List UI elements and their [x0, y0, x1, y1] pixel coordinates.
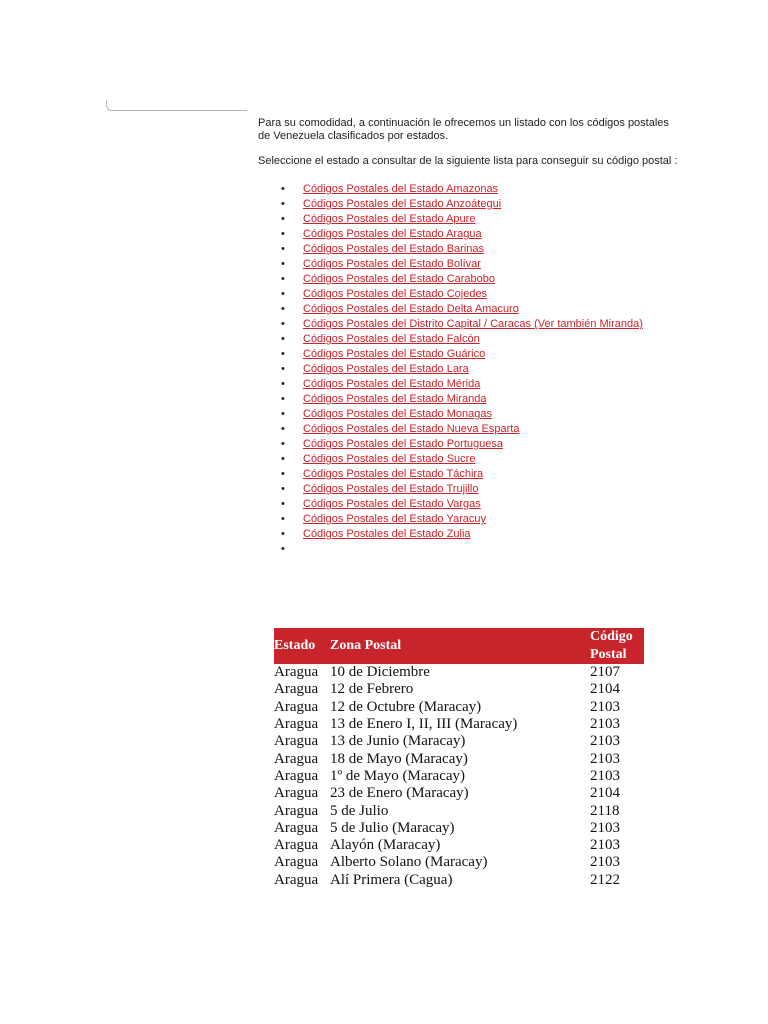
- list-item: [258, 482, 678, 497]
- cell-codigo-postal: 2103: [590, 750, 620, 767]
- cell-zona-postal: 12 de Febrero: [330, 681, 414, 698]
- list-item: [258, 407, 678, 422]
- header-zona-postal: Zona Postal: [330, 628, 590, 664]
- cell-codigo-postal: 2103: [590, 819, 620, 836]
- cell-zona-postal: 12 de Octubre (Maracay): [330, 698, 482, 715]
- table-row: [274, 699, 644, 716]
- table-row: [274, 664, 644, 681]
- cell-zona-postal: 13 de Enero I, II, III (Maracay): [330, 716, 518, 733]
- state-link[interactable]: Códigos Postales del Estado Sucre: [303, 453, 476, 465]
- bullet-icon: •: [281, 498, 285, 510]
- cell-codigo-postal: 2103: [590, 733, 620, 750]
- cell-zona-postal: 13 de Junio (Maracay): [330, 733, 466, 750]
- cell-estado: Aragua: [274, 871, 319, 888]
- bullet-icon: •: [281, 453, 285, 465]
- cell-zona-postal: Alí Primera (Cagua): [330, 871, 453, 888]
- cell-zona-postal: 10 de Diciembre: [330, 664, 430, 681]
- state-links-list: [258, 182, 678, 557]
- bullet-icon: •: [281, 213, 285, 225]
- list-item: [258, 242, 678, 257]
- bullet-icon: •: [281, 408, 285, 420]
- bullet-icon: •: [281, 543, 285, 555]
- cell-codigo-postal: 2104: [590, 785, 620, 802]
- list-item: [258, 452, 678, 467]
- table-body: [274, 664, 644, 889]
- state-link[interactable]: Códigos Postales del Estado Falcón: [303, 333, 480, 345]
- state-link[interactable]: Códigos Postales del Estado Amazonas: [303, 183, 499, 195]
- cell-codigo-postal: 2103: [590, 716, 620, 733]
- list-item: [258, 377, 678, 392]
- bullet-icon: •: [281, 438, 285, 450]
- table-row: [274, 681, 644, 698]
- cell-codigo-postal: 2103: [590, 767, 620, 784]
- cell-codigo-postal: 2104: [590, 681, 620, 698]
- list-item: [258, 347, 678, 362]
- bullet-icon: •: [281, 243, 285, 255]
- bullet-icon: •: [281, 378, 285, 390]
- bullet-icon: •: [281, 183, 285, 195]
- list-item: [258, 272, 678, 287]
- state-link[interactable]: Códigos Postales del Distrito Capital / Caracas (Ver también Miranda): [303, 318, 643, 330]
- list-item: [258, 227, 678, 242]
- main-content: [258, 117, 678, 557]
- state-link[interactable]: Códigos Postales del Estado Cojedes: [303, 288, 488, 300]
- list-item: [258, 512, 678, 527]
- list-item: [258, 542, 678, 557]
- state-link[interactable]: Códigos Postales del Estado Anzoátegui: [303, 198, 502, 210]
- state-link[interactable]: Códigos Postales del Estado Mérida: [303, 378, 481, 390]
- state-link[interactable]: Códigos Postales del Estado Zulia: [303, 528, 471, 540]
- cell-estado: Aragua: [274, 854, 319, 871]
- state-link[interactable]: Códigos Postales del Estado Lara: [303, 363, 469, 375]
- bullet-icon: •: [281, 513, 285, 525]
- table-row: [274, 716, 644, 733]
- cell-codigo-postal: 2103: [590, 698, 620, 715]
- table-row: [274, 802, 644, 819]
- list-item: [258, 437, 678, 452]
- bullet-icon: •: [281, 528, 285, 540]
- cell-estado: Aragua: [274, 802, 319, 819]
- cell-estado: Aragua: [274, 664, 319, 681]
- state-link[interactable]: Códigos Postales del Estado Apure: [303, 213, 476, 225]
- state-link[interactable]: Códigos Postales del Estado Monagas: [303, 408, 492, 420]
- cell-estado: Aragua: [274, 819, 319, 836]
- table-row: [274, 750, 644, 767]
- table-row: [274, 872, 644, 889]
- cell-estado: Aragua: [274, 681, 319, 698]
- bullet-icon: •: [281, 468, 285, 480]
- bullet-icon: •: [281, 303, 285, 315]
- cell-estado: Aragua: [274, 733, 319, 750]
- bullet-icon: •: [281, 288, 285, 300]
- header-estado: Estado: [274, 628, 330, 664]
- cell-zona-postal: 5 de Julio: [330, 802, 389, 819]
- table-row: [274, 837, 644, 854]
- bullet-icon: •: [281, 363, 285, 375]
- table-row: [274, 820, 644, 837]
- postal-codes-table: [274, 628, 644, 889]
- list-item: [258, 212, 678, 227]
- bullet-icon: •: [281, 258, 285, 270]
- bullet-icon: •: [281, 333, 285, 345]
- state-link[interactable]: Códigos Postales del Estado Delta Amacuro: [303, 303, 519, 315]
- cell-codigo-postal: 2118: [590, 802, 620, 819]
- header-codigo-postal: Código Postal: [590, 628, 644, 664]
- intro-paragraph: Para su comodidad, a continuación le ofrecemos un listado con los códigos postales de Venezuela clasificados por estados.: [258, 117, 669, 142]
- list-item: [258, 182, 678, 197]
- list-item: [258, 302, 678, 317]
- state-link[interactable]: Códigos Postales del Estado Vargas: [303, 498, 481, 510]
- bullet-icon: •: [281, 318, 285, 330]
- bullet-icon: •: [281, 393, 285, 405]
- list-item: [258, 422, 678, 437]
- cell-zona-postal: 1º de Mayo (Maracay): [330, 767, 466, 784]
- state-link[interactable]: Códigos Postales del Estado Guárico: [303, 348, 486, 360]
- table-row: [274, 733, 644, 750]
- list-item: [258, 362, 678, 377]
- cell-estado: Aragua: [274, 785, 319, 802]
- bullet-icon: •: [281, 228, 285, 240]
- instruction-paragraph: Seleccione el estado a consultar de la siguiente lista para conseguir su código postal :: [258, 155, 678, 167]
- bullet-icon: •: [281, 483, 285, 495]
- table-row: [274, 785, 644, 802]
- cell-codigo-postal: 2103: [590, 837, 620, 854]
- cell-zona-postal: 23 de Enero (Maracay): [330, 785, 469, 802]
- table-row: [274, 854, 644, 871]
- list-item: [258, 197, 678, 212]
- state-link[interactable]: Códigos Postales del Estado Trujillo: [303, 483, 479, 495]
- cell-zona-postal: Alayón (Maracay): [330, 837, 441, 854]
- state-link[interactable]: Códigos Postales del Estado Miranda: [303, 393, 487, 405]
- bullet-icon: •: [281, 198, 285, 210]
- list-item: [258, 257, 678, 272]
- cell-codigo-postal: 2107: [590, 664, 620, 681]
- state-link[interactable]: Códigos Postales del Estado Portuguesa: [303, 438, 503, 450]
- state-link[interactable]: Códigos Postales del Estado Carabobo: [303, 273, 496, 285]
- state-link[interactable]: Códigos Postales del Estado Bolívar: [303, 258, 481, 270]
- state-link[interactable]: Códigos Postales del Estado Barinas: [303, 243, 484, 255]
- table-row: [274, 768, 644, 785]
- cell-estado: Aragua: [274, 750, 319, 767]
- list-item: [258, 392, 678, 407]
- cell-estado: Aragua: [274, 716, 319, 733]
- list-item: [258, 497, 678, 512]
- cell-zona-postal: 18 de Mayo (Maracay): [330, 750, 468, 767]
- state-link[interactable]: Códigos Postales del Estado Yaracuy: [303, 513, 487, 525]
- state-link[interactable]: Códigos Postales del Estado Nueva Esparta: [303, 423, 520, 435]
- cell-estado: Aragua: [274, 837, 319, 854]
- cell-zona-postal: 5 de Julio (Maracay): [330, 819, 455, 836]
- bullet-icon: •: [281, 273, 285, 285]
- list-item: [258, 287, 678, 302]
- state-link[interactable]: Códigos Postales del Estado Aragua: [303, 228, 482, 240]
- list-item: [258, 332, 678, 347]
- bullet-icon: •: [281, 423, 285, 435]
- cell-zona-postal: Alberto Solano (Maracay): [330, 854, 488, 871]
- cell-estado: Aragua: [274, 767, 319, 784]
- cell-codigo-postal: 2122: [590, 871, 620, 888]
- list-item: [258, 317, 678, 332]
- cell-estado: Aragua: [274, 698, 319, 715]
- cell-codigo-postal: 2103: [590, 854, 620, 871]
- list-item: [258, 527, 678, 542]
- table-header-row: [274, 628, 644, 664]
- decorative-corner-rule: [106, 100, 247, 111]
- state-link[interactable]: Códigos Postales del Estado Táchira: [303, 468, 484, 480]
- list-item: [258, 467, 678, 482]
- postal-codes-table-container: [274, 628, 644, 889]
- bullet-icon: •: [281, 348, 285, 360]
